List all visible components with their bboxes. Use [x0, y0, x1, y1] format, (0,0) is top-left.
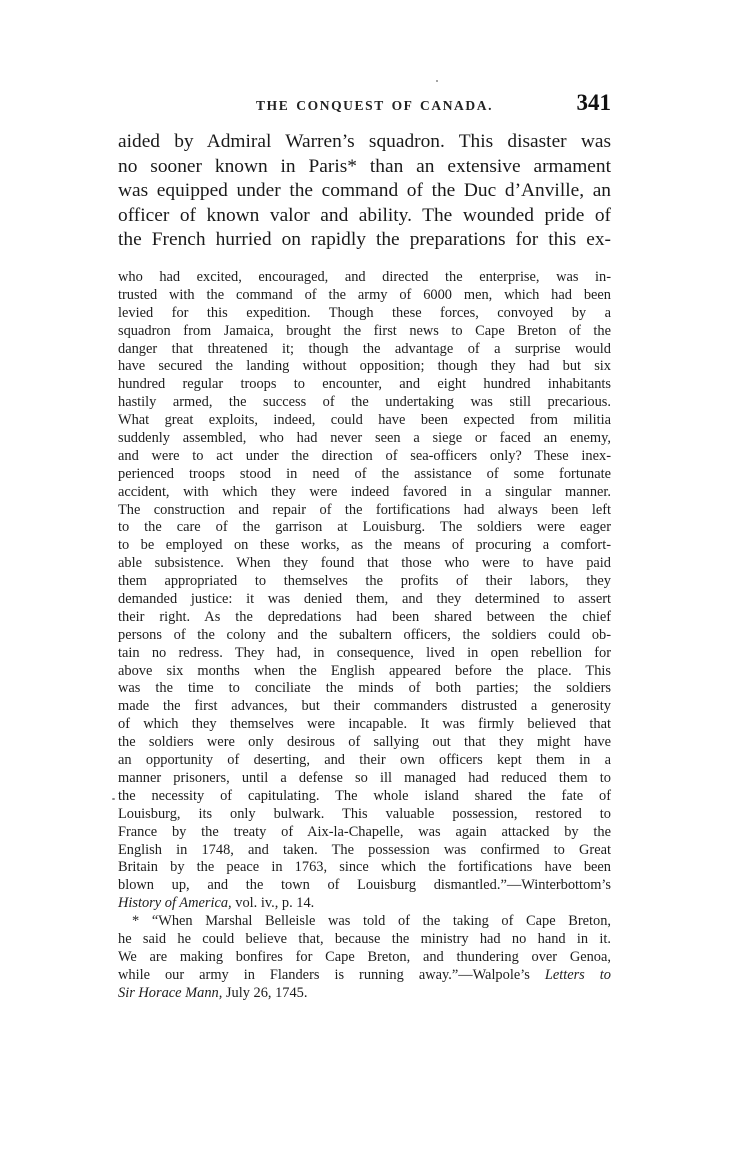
footnote-line: Britain by the peace in 1763, since which the fortifications have been — [118, 859, 611, 876]
footnote-line: squadron from Jamaica, brought the first news to Cape Breton of the — [118, 322, 611, 339]
footnote-line: hastily armed, the success of the undertaking was still precarious. — [118, 394, 611, 411]
body-line: was equipped under the command of the Duc d’Anville, an — [118, 180, 611, 201]
footnote-line: the necessity of capitulating. The whole island shared the fate of — [118, 787, 611, 804]
footnote-line: the soldiers were only desirous of sallying out that they might have — [118, 734, 611, 751]
citation-title: Letters to — [544, 966, 611, 983]
footnotes — [118, 269, 611, 1003]
footnote-line: hundred regular troops to encounter, and eight hundred inhabitants — [118, 376, 611, 393]
body-line: aided by Admiral Warren’s squadron. This disaster was — [118, 131, 611, 152]
paper-speck — [112, 798, 115, 800]
footnote-line: who had excited, encouraged, and directed the enterprise, was in- — [118, 269, 611, 285]
footnote-line: trusted with the command of the army of 6000 men, which had been — [118, 286, 611, 303]
footnote-line: tain no redress. They had, in consequence, lived in open rebellion for — [118, 644, 611, 661]
footnote-line: he said he could believe that, because the ministry had no hand in it. — [118, 930, 611, 947]
footnote-line: persons of the colony and the subaltern officers, the soldiers could ob- — [118, 626, 611, 643]
footnote-line: have secured the landing without opposition; though they had but six — [118, 358, 611, 375]
footnote-line: France by the treaty of Aix-la-Chapelle, was again attacked by the — [118, 823, 611, 840]
footnote-line: demanded justice: it was denied them, and they determined to assert — [118, 591, 611, 608]
footnote-line: suddenly assembled, who had never seen a siege or faced an enemy, — [118, 430, 611, 447]
footnote-line: Louisburg, its only bulwark. This valuable possession, restored to — [118, 805, 611, 822]
footnote-line: them appropriated to themselves the profits of their labors, they — [118, 573, 611, 590]
footnote-line: blown up, and the town of Louisburg dismantled.”—Winterbottom’s — [118, 877, 611, 894]
footnote-asterisk — [118, 913, 611, 1002]
footnote-line: was the time to conciliate the minds of both parties; the soldiers — [118, 680, 611, 697]
footnote-line — [118, 913, 611, 931]
footnote-line: levied for this expedition. Though these forces, convoyed by a — [118, 304, 611, 321]
footnote-line: to be employed on these works, as the means of procuring a comfort- — [118, 537, 611, 554]
footnote-line — [118, 985, 611, 1003]
body-line: officer of known valor and ability. The wounded pride of — [118, 204, 611, 226]
footnote-line: English in 1748, and taken. The possession was confirmed to Great — [118, 841, 611, 858]
body-line: no sooner known in Paris* than an extensive armament — [118, 155, 611, 177]
body-line: the French hurried on rapidly the preparations for this ex- — [118, 229, 611, 250]
citation-detail: vol. iv., p. 14. — [231, 895, 315, 912]
footnote-line: We are making bonfires for Cape Breton, and thundering over Genoa, — [118, 948, 611, 965]
footnote-text: “When Marshal Belleisle was told of the taking of Cape Breton, — [151, 913, 612, 930]
footnote-line: perienced troops stood in need of the assistance of some fortunate — [118, 465, 611, 482]
running-head — [118, 90, 611, 126]
paper-speck — [436, 80, 438, 82]
running-title: THE CONQUEST OF CANADA. — [256, 98, 494, 113]
citation-title: History of America, — [118, 895, 232, 912]
citation-title: Sir Horace Mann, — [118, 984, 223, 1001]
footnote-text: while our army in Flanders is running away.”—Walpole’s — [118, 966, 545, 983]
footnote-line — [118, 967, 611, 985]
footnote-line: above six months when the English appeared before the place. This — [118, 662, 611, 679]
footnote-line: able subsistence. When they found that those who were to have paid — [118, 555, 611, 572]
footnote-line: to the care of the garrison at Louisburg. The soldiers were eager — [118, 519, 611, 536]
footnote-line: made the first advances, but their commanders distrusted a generosity — [118, 698, 611, 715]
footnote-line: danger that threatened it; though the advantage of a surprise would — [118, 340, 611, 357]
citation-detail: July 26, 1745. — [222, 984, 308, 1001]
footnote-continued — [118, 269, 611, 913]
footnote-line: their right. As the depredations had been shared between the chief — [118, 608, 611, 625]
body-paragraph — [118, 130, 611, 253]
footnote-line: of which they themselves were incapable. It was firmly believed that — [118, 716, 611, 733]
footnote-line: an opportunity of deserting, and their own officers kept them in a — [118, 752, 611, 769]
footnote-line: manner prisoners, until a defense so ill managed had reduced them to — [118, 769, 611, 786]
footnote-line: and were to act under the direction of sea-officers only? These inex- — [118, 447, 611, 464]
footnote-citation — [118, 895, 611, 913]
footnote-line: The construction and repair of the fortifications had always been left — [118, 501, 611, 518]
footnote-line: What great exploits, indeed, could have been expected from militia — [118, 412, 611, 429]
footnote-line: accident, with which they were indeed favored in a singular manner. — [118, 483, 611, 500]
footnote-marker: * — [132, 913, 140, 930]
page-number: 341 — [576, 90, 611, 115]
